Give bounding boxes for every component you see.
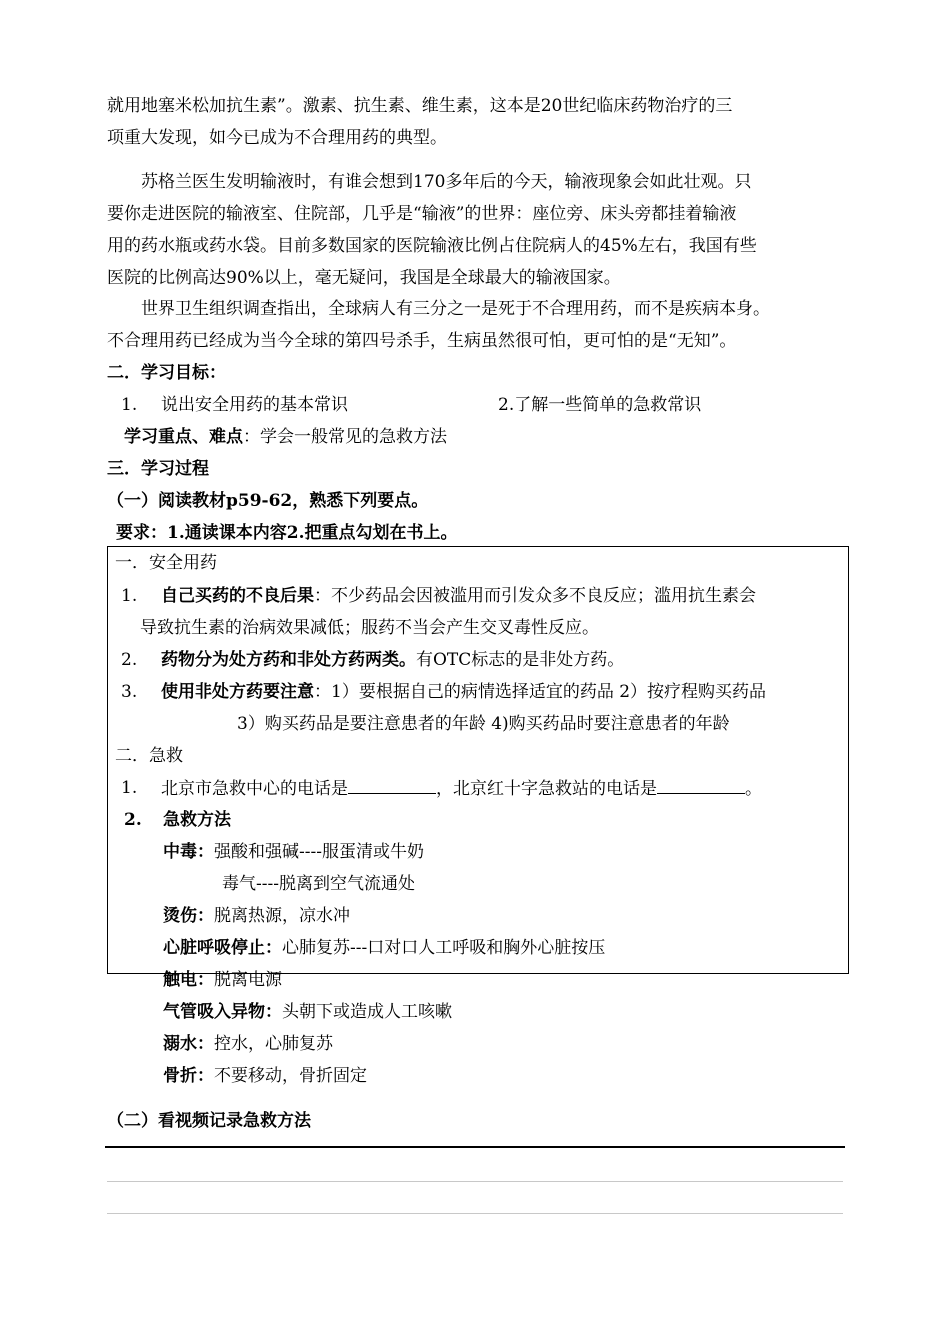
method-label: 中毒： xyxy=(163,842,214,862)
box-item-2-label: 药物分为处方药和非处方药两类。 xyxy=(161,650,416,670)
writing-line-2 xyxy=(107,1213,843,1214)
intro-paragraph-3-line-1: 世界卫生组织调查指出，全球病人有三分之一是死于不合理用药，而不是疾病本身。 xyxy=(141,299,770,319)
method-text: 强酸和强碱----服蛋清或牛奶 xyxy=(214,842,424,862)
box-item-1-label: 自己买药的不良后果 xyxy=(161,586,314,606)
box-item-3-continuation: 3）购买药品是要注意患者的年龄 4)购买药品时要注意患者的年龄 xyxy=(237,714,730,734)
method-burn xyxy=(163,905,350,927)
box-item-1-number: 1. xyxy=(121,586,138,606)
red-cross-phone-blank xyxy=(657,777,745,794)
intro-paragraph-2-line-2: 要你走进医院的输液室、住院部，几乎是“输液”的世界：座位旁、床头旁都挂着输液 xyxy=(107,204,737,224)
intro-paragraph-2-line-1: 苏格兰医生发明输液时，有谁会想到170多年后的今天，输液现象会如此壮观。只 xyxy=(141,172,752,192)
method-fracture xyxy=(163,1065,367,1087)
heavy-divider xyxy=(105,1146,845,1148)
intro-paragraph-2-line-4: 医院的比例高达90%以上，毫无疑问，我国是全球最大的输液国家。 xyxy=(107,268,621,288)
method-text: 心肺复苏---口对口人工呼吸和胸外心脏按压 xyxy=(282,938,606,958)
method-text: 头朝下或造成人工咳嗽 xyxy=(282,1002,452,1022)
intro-paragraph-1-line-2: 项重大发现，如今已成为不合理用药的典型。 xyxy=(107,128,447,148)
box-item-3-label: 使用非处方药要注意 xyxy=(161,682,314,702)
method-cardiac-arrest xyxy=(163,937,605,959)
goal-1-number: 1. xyxy=(121,395,138,415)
focus-line xyxy=(124,426,447,448)
intro-paragraph-1-line-1: 就用地塞米松加抗生素”。激素、抗生素、维生素，这本是20世纪临床药物治疗的三 xyxy=(107,96,733,116)
intro-paragraph-3-line-2: 不合理用药已经成为当今全球的第四号杀手，生病虽然很可怕，更可怕的是“无知”。 xyxy=(107,331,737,351)
goal-2-text: 2.了解一些简单的急救常识 xyxy=(498,395,702,415)
focus-text: ：学会一般常见的急救方法 xyxy=(243,427,447,447)
method-text: 不要移动，骨折固定 xyxy=(214,1066,367,1086)
intro-paragraph-2-line-3: 用的药水瓶或药水袋。目前多数国家的医院输液比例占住院病人的45%左右，我国有些 xyxy=(107,236,757,256)
box-item-1 xyxy=(161,585,756,607)
method-label: 骨折： xyxy=(163,1066,214,1086)
box-item-3-text: ：1）要根据自己的病情选择适宜的药品 2）按疗程购买药品 xyxy=(314,682,767,702)
box-section-first-aid: 二．急救 xyxy=(115,746,183,766)
process-subheading-1: （一）阅读教材p59-62，熟悉下列要点。 xyxy=(107,491,429,511)
box-item-1-continuation: 导致抗生素的治病效果减低；服药不当会产生交叉毒性反应。 xyxy=(140,618,599,638)
first-aid-1 xyxy=(161,777,762,800)
method-airway-obstruction xyxy=(163,1001,452,1023)
goal-1-text: 说出安全用药的基本常识 xyxy=(161,395,348,415)
writing-line-1 xyxy=(107,1181,843,1182)
method-text: 脱离热源，凉水冲 xyxy=(214,906,350,926)
first-aid-2-number: 2. xyxy=(124,810,142,830)
method-text: 脱离电源 xyxy=(214,970,282,990)
process-heading: 三．学习过程 xyxy=(107,459,209,479)
method-poisoning xyxy=(163,841,424,863)
box-item-2-text: 有OTC标志的是非处方药。 xyxy=(416,650,625,670)
method-label: 溺水： xyxy=(163,1034,214,1054)
box-item-2-number: 2. xyxy=(121,650,138,670)
sentence-end: 。 xyxy=(745,779,762,799)
red-cross-phone-label: ，北京红十字急救站的电话是 xyxy=(436,779,657,799)
first-aid-methods-heading: 急救方法 xyxy=(163,810,231,830)
box-item-3-number: 3. xyxy=(121,682,138,702)
focus-label: 学习重点、难点 xyxy=(124,427,243,447)
video-heading: （二）看视频记录急救方法 xyxy=(107,1111,311,1131)
method-label: 气管吸入异物： xyxy=(163,1002,282,1022)
method-text: 毒气----脱离到空气流通处 xyxy=(222,874,415,894)
first-aid-1-number: 1. xyxy=(121,778,138,798)
method-electric-shock xyxy=(163,969,282,991)
process-requirement: 要求：1.通读课本内容2.把重点勾划在书上。 xyxy=(116,523,458,543)
box-item-1-text: ：不少药品会因被滥用而引发众多不良反应；滥用抗生素会 xyxy=(314,586,756,606)
method-label: 触电： xyxy=(163,970,214,990)
goals-heading: 二．学习目标： xyxy=(107,363,226,383)
box-item-3 xyxy=(161,681,766,703)
box-item-2 xyxy=(161,649,624,671)
method-label: 心脏呼吸停止： xyxy=(163,938,282,958)
box-section-safe-medication: 一．安全用药 xyxy=(115,553,217,573)
method-label: 烫伤： xyxy=(163,906,214,926)
emergency-center-phone-blank xyxy=(348,777,436,794)
method-drowning xyxy=(163,1033,333,1055)
emergency-center-phone-label: 北京市急救中心的电话是 xyxy=(161,779,348,799)
method-text: 控水，心肺复苏 xyxy=(214,1034,333,1054)
method-toxic-gas xyxy=(222,873,415,895)
